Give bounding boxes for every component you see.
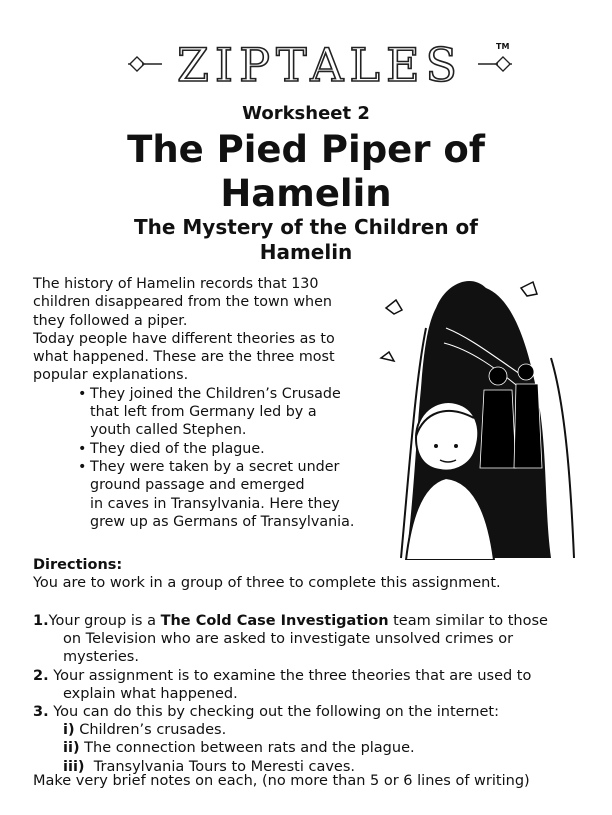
step-text: team similar to those <box>388 613 548 629</box>
list-item <box>80 440 363 458</box>
step-2-continued: explain what happened. <box>63 685 238 702</box>
text-line: ground passage and emerged <box>90 477 305 494</box>
text-line: They died of the plague. <box>90 440 265 457</box>
assignment-steps <box>33 612 593 776</box>
list-item <box>80 458 363 531</box>
text-line: in caves in Transylvania. Here they <box>90 495 340 512</box>
subtitle-line-2: Hamelin <box>259 240 353 264</box>
step-number: 1. <box>33 613 49 629</box>
text-line: that left from Germany led by a <box>90 404 317 421</box>
text-line: popular explanations. <box>33 367 189 384</box>
text-line: Today people have different theories as to <box>33 330 335 347</box>
step-number: 2. <box>33 667 49 684</box>
text-line: grew up as Germans of Transylvania. <box>90 513 355 530</box>
sub-step-number: ii) <box>63 740 80 757</box>
sub-step-number: iii) <box>63 758 85 775</box>
step-1 <box>33 612 593 630</box>
intro-text <box>33 275 363 531</box>
directions-heading: Directions: <box>33 557 123 573</box>
step-number: 3. <box>33 704 49 721</box>
step-text: Your assignment is to examine the three theories that are used to <box>48 667 532 684</box>
title-line-2: Hamelin <box>220 172 392 215</box>
worksheet-label: Worksheet 2 <box>242 103 370 124</box>
text-line: children disappeared from the town when <box>33 294 332 311</box>
page-subtitle <box>0 215 612 265</box>
intro-paragraph-1 <box>33 275 363 330</box>
text-line: they followed a piper. <box>33 312 188 329</box>
step-3 <box>33 703 593 721</box>
text-line: youth called Stephen. <box>90 422 247 439</box>
sub-step-1 <box>33 721 593 739</box>
title-line-1: The Pied Piper of <box>127 128 485 171</box>
sub-step-text: Transylvania Tours to Meresti caves. <box>84 758 356 775</box>
text-line: what happened. These are the three most <box>33 349 335 366</box>
intro-paragraph-2 <box>33 330 363 385</box>
step-bold-text: The Cold Case Investigation <box>160 613 389 629</box>
theory-list <box>33 385 363 531</box>
notes-instruction: Make very brief notes on each, (no more than 5 or 6 lines of writing) <box>33 773 530 789</box>
logo-text: ZIPTALES <box>176 38 464 88</box>
sub-step-text: Children’s crusades. <box>74 722 227 739</box>
children-cave-illustration <box>376 268 576 560</box>
subtitle-line-1: The Mystery of the Children of <box>134 215 478 239</box>
list-item <box>80 385 363 440</box>
text-line: They were taken by a secret under <box>90 458 340 475</box>
sub-step-number: i) <box>63 722 75 739</box>
directions-text: You are to work in a group of three to complete this assignment. <box>33 575 501 591</box>
page-title <box>0 128 612 216</box>
step-2 <box>33 667 593 685</box>
step-1-continued: on Television who are asked to investigate unsolved crimes or mysteries. <box>63 631 514 666</box>
text-line: They joined the Children’s Crusade <box>90 385 341 402</box>
ziptales-logo <box>128 38 512 88</box>
step-text: Your group is a <box>48 613 161 629</box>
text-line: The history of Hamelin records that 130 <box>33 276 319 292</box>
sub-step-2 <box>33 739 593 757</box>
trademark-mark: TM <box>496 42 510 51</box>
sub-step-text: The connection between rats and the plague. <box>79 740 415 757</box>
step-text: You can do this by checking out the following on the internet: <box>48 704 499 721</box>
